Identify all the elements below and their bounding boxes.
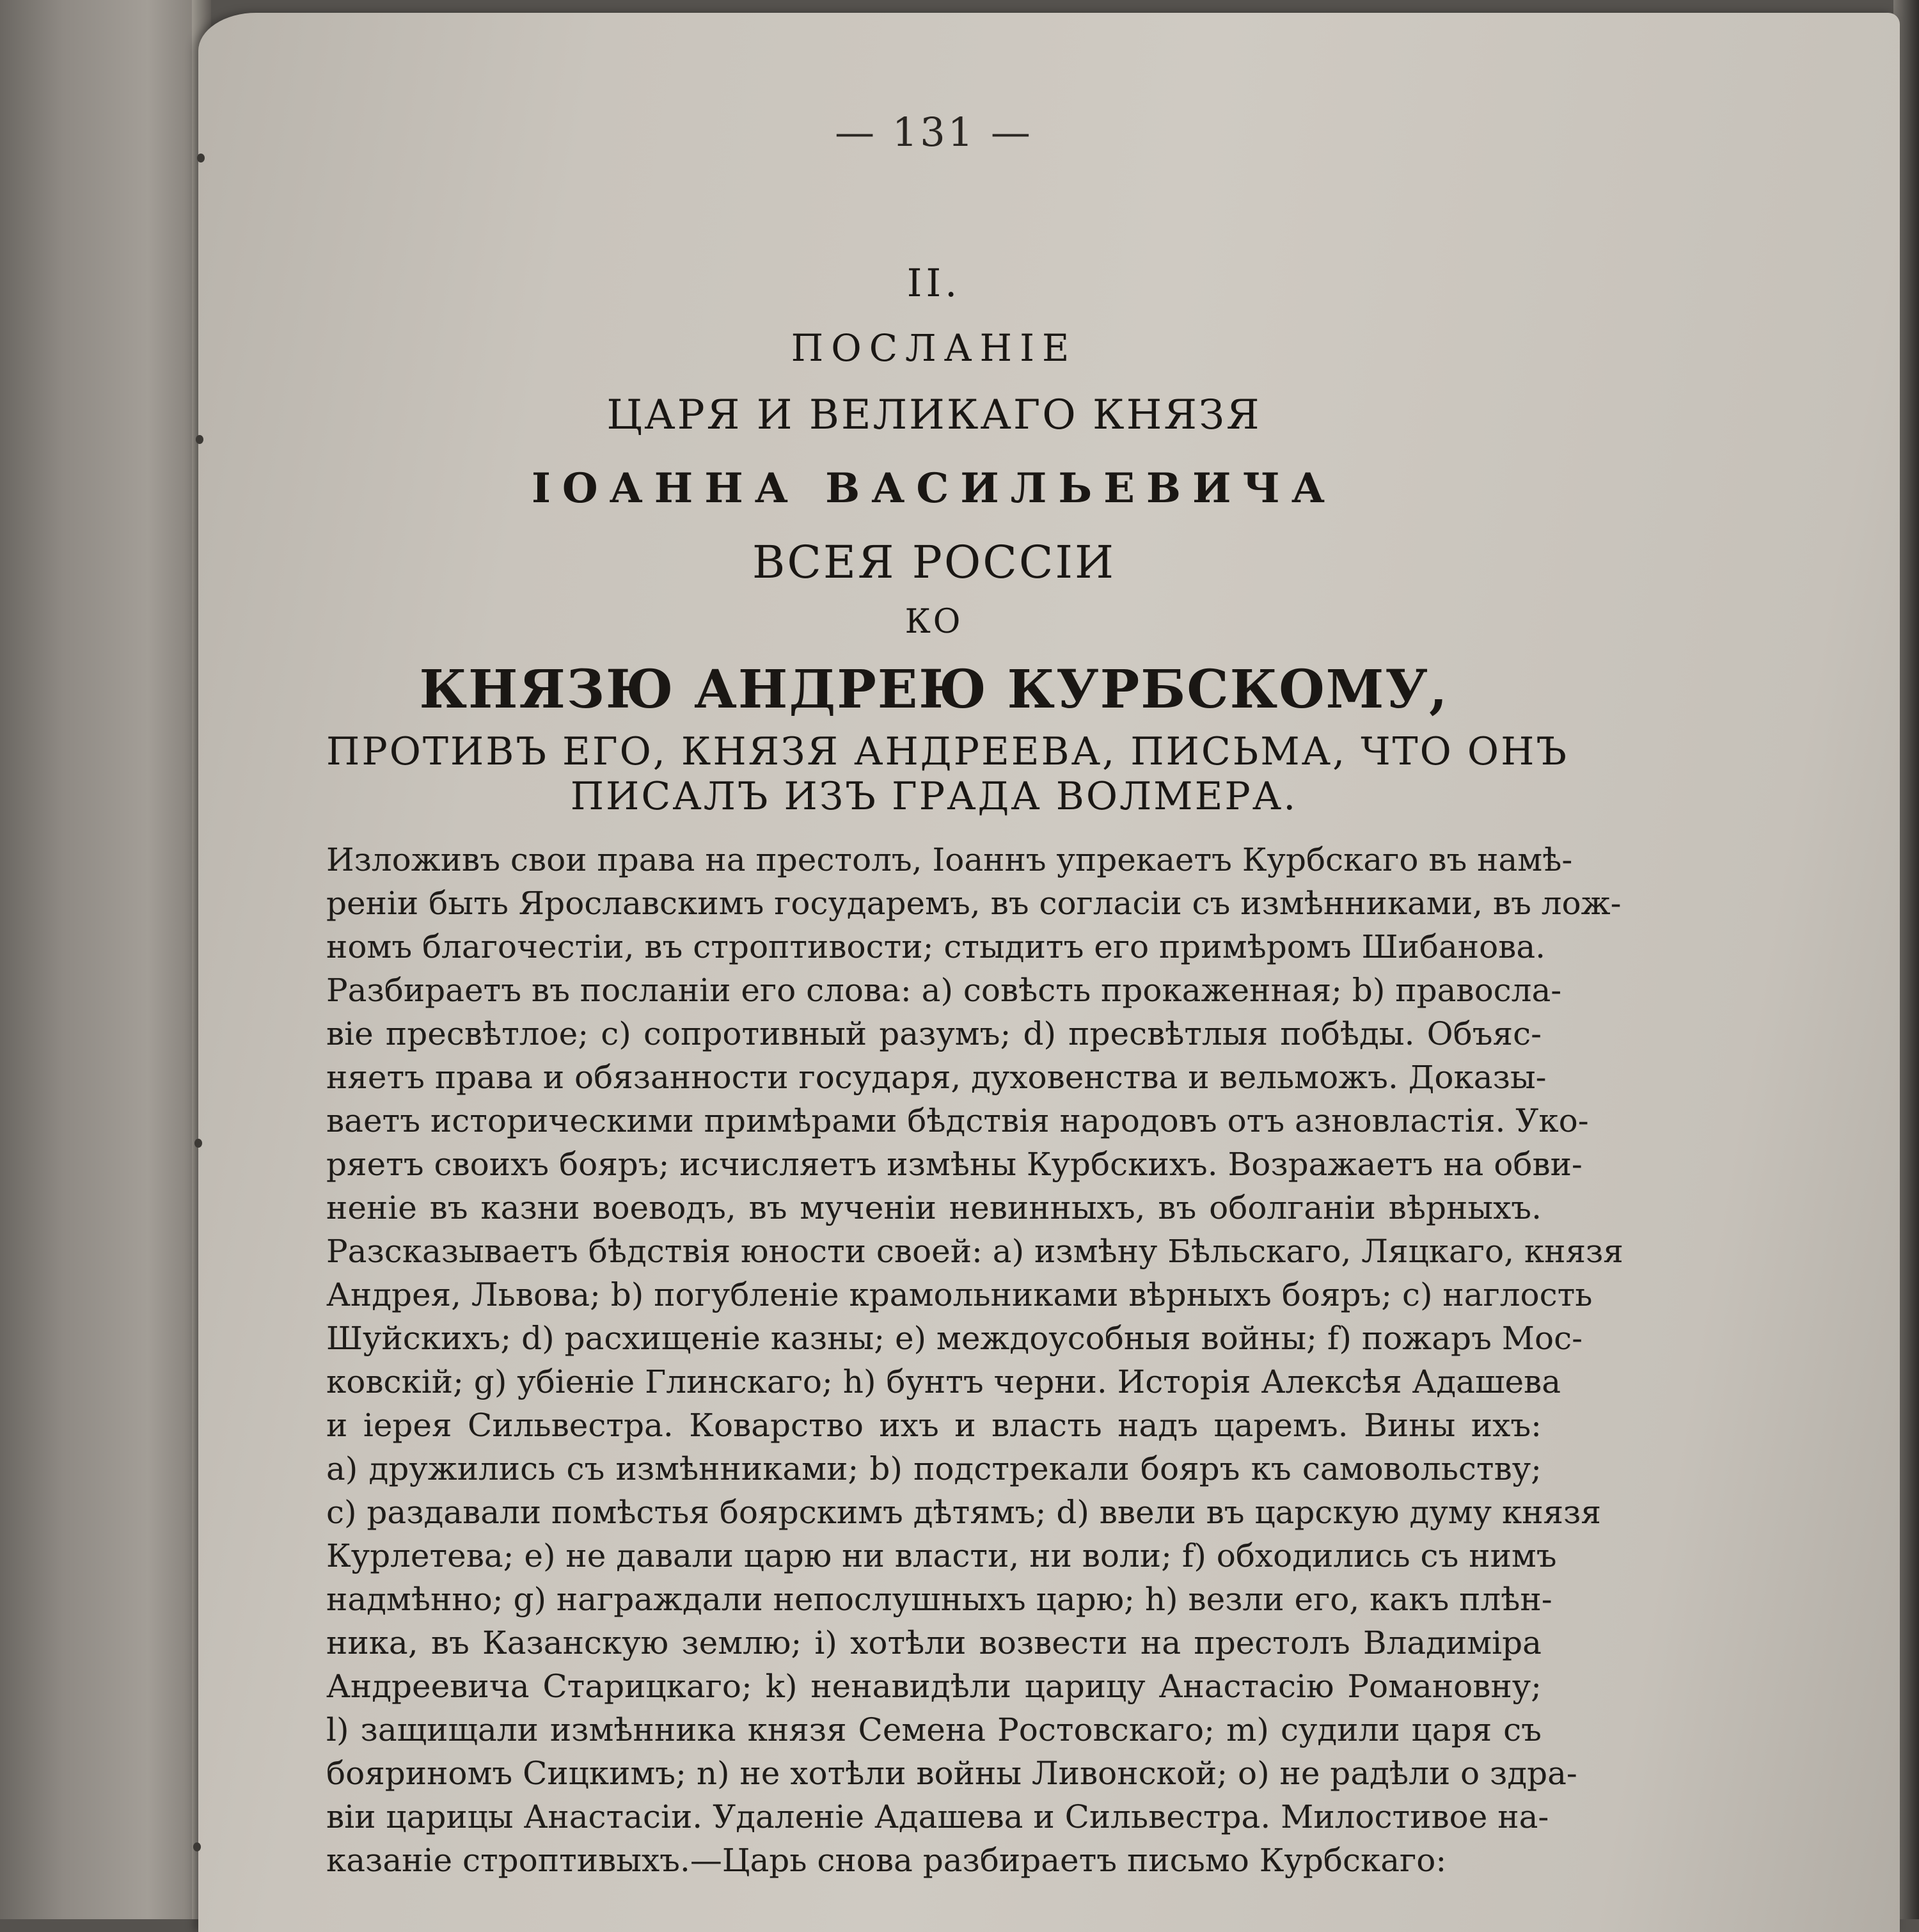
- heading-vseya: ВСЕЯ РОССІИ: [752, 536, 1116, 589]
- summary-line: ваетъ историческими примѣрами бѣдствія народовъ отъ азновластія. Уко-: [326, 1102, 1589, 1139]
- summary-line: ника, въ Казанскую землю; i) хотѣли возвести на престолъ Владиміра: [326, 1624, 1542, 1661]
- heading-ioanna: ІОАННА ВАСИЛЬЕВИЧА: [531, 464, 1337, 512]
- heading-ko: КО: [904, 603, 963, 641]
- summary-line: неніе въ казни воеводъ, въ мученіи невинныхъ, въ оболганіи вѣрныхъ.: [326, 1189, 1542, 1226]
- summary-line: c) раздавали помѣстья боярскимъ дѣтямъ; d) ввели въ царскую думу князя: [326, 1494, 1601, 1531]
- section-number: II.: [906, 261, 961, 306]
- summary-line: и іерея Сильвестра. Коварство ихъ и власть надъ царемъ. Вины ихъ:: [326, 1407, 1542, 1444]
- summary-line: віи царицы Анастасіи. Удаленіе Адашева и Сильвестра. Милостивое на-: [326, 1798, 1549, 1835]
- page-number: — 131 —: [835, 109, 1033, 155]
- heading-poslanie: ПОСЛАНІЕ: [791, 326, 1077, 370]
- summary-line: бояриномъ Сицкимъ; n) не хотѣли войны Ливонской; o) не радѣли о здра-: [326, 1755, 1577, 1792]
- summary-line: Андреевича Старицкаго; k) ненавидѣли царицу Анастасію Романовну;: [326, 1668, 1542, 1705]
- summary-line: казаніе строптивыхъ.—Царь снова разбираетъ письмо Курбскаго:: [326, 1842, 1447, 1879]
- adjacent-book-edge: [0, 0, 211, 1919]
- summary-line: Андрея, Львова; b) погубленіе крамольниками вѣрныхъ бояръ; c) наглость: [326, 1276, 1593, 1313]
- summary-line: няетъ права и обязанности государя, духовенства и вельможъ. Доказы-: [326, 1059, 1547, 1096]
- binding-hole: [196, 435, 203, 444]
- summary-line: l) защищали измѣнника князя Семена Ростовскаго; m) судили царя съ: [326, 1711, 1542, 1748]
- binding-hole: [197, 154, 205, 162]
- summary-line: Разсказываетъ бѣдствія юности своей: a) измѣну Бѣльскаго, Ляцкаго, князя: [326, 1233, 1623, 1270]
- summary-line: номъ благочестіи, въ строптивости; стыдитъ его примѣромъ Шибанова.: [326, 928, 1546, 965]
- summary-line: Шуйскихъ; d) расхищеніе казны; e) междоусобныя войны; f) пожаръ Мос-: [326, 1320, 1583, 1357]
- summary-line: ряетъ своихъ бояръ; исчисляетъ измѣны Курбскихъ. Возражаетъ на обви-: [326, 1146, 1583, 1183]
- binding-hole: [193, 1842, 201, 1851]
- summary-line: реніи быть Ярославскимъ государемъ, въ согласіи съ измѣнниками, въ лож-: [326, 885, 1622, 922]
- binding-hole: [194, 1139, 202, 1148]
- subheading-line-1: ПРОТИВЪ ЕГО, КНЯЗЯ АНДРЕЕВА, ПИСЬМА, ЧТО ОНЪ: [326, 729, 1569, 774]
- heading-knyazyu: КНЯЗЮ АНДРЕЮ КУРБСКОМУ,: [419, 659, 1449, 720]
- book-page: [198, 13, 1900, 1932]
- summary-line: надмѣнно; g) награждали непослушныхъ царю; h) везли его, какъ плѣн-: [326, 1581, 1552, 1618]
- summary-line: Курлетева; e) не давали царю ни власти, ни воли; f) обходились съ нимъ: [326, 1537, 1557, 1574]
- summary-line: віе пресвѣтлое; c) сопротивный разумъ; d) пресвѣтлыя побѣды. Объяс-: [326, 1015, 1542, 1052]
- subheading-line-2: ПИСАЛЪ ИЗЪ ГРАДА ВОЛМЕРА.: [570, 774, 1298, 819]
- summary-line: Изложивъ свои права на престолъ, Іоаннъ упрекаетъ Курбскаго въ намѣ-: [326, 841, 1573, 878]
- heading-tsarya: ЦАРЯ И ВЕЛИКАГО КНЯЗЯ: [606, 392, 1261, 439]
- summary-line: Разбираетъ въ посланіи его слова: a) совѣсть прокаженная; b) правосла-: [326, 972, 1562, 1009]
- summary-line: ковскій; g) убіеніе Глинскаго; h) бунтъ черни. Исторія Алексѣя Адашева: [326, 1363, 1561, 1400]
- summary-line: a) дружились съ измѣнниками; b) подстрекали бояръ къ самовольству;: [326, 1450, 1542, 1487]
